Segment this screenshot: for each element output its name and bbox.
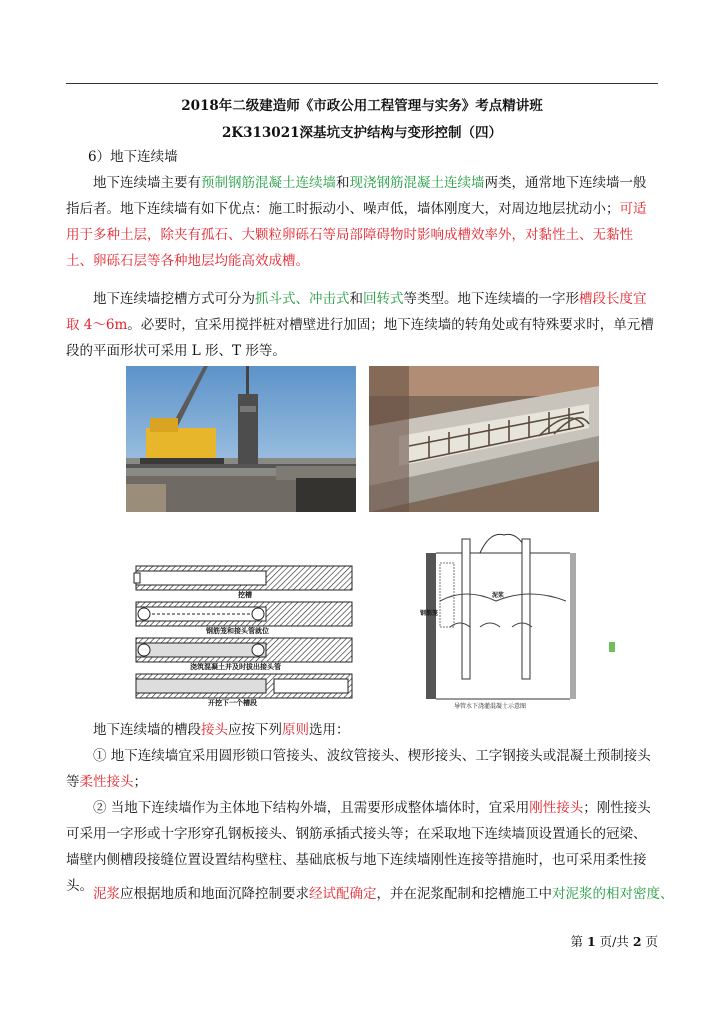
photo-reinforcement-cage bbox=[369, 366, 599, 512]
highlight-joint: 接头 bbox=[201, 722, 228, 738]
step-4-label: 开挖下一个槽段 bbox=[208, 699, 257, 707]
highlight-principle: 原则 bbox=[282, 722, 309, 738]
keyword-slurry-density: 对泥浆的相对密度、 bbox=[552, 886, 674, 902]
diagram-tremie-concreting bbox=[420, 527, 610, 711]
highlight-panel-length: 槽段长度宜取 4～6m bbox=[66, 291, 647, 333]
paragraph-4: ① 地下连续墙宜采用圆形锁口管接头、波纹管接头、楔形接头、工字钢接头或混凝土预制接头等柔性接头； bbox=[66, 748, 651, 790]
keyword-grab-impact: 抓斗式、冲击式 bbox=[255, 291, 350, 307]
diagram-construction-steps bbox=[134, 562, 354, 708]
keyword-cast-in-place-wall: 现浇钢筋混凝土连续墙 bbox=[349, 175, 485, 191]
highlight-applicability: 可适用于多种土层，除夹有孤石、大颗粒卵砾石等局部障碍物时影响成槽效率外，对黏性土、无黏性土、卵砾石层等各种地层均能高效成槽。 bbox=[66, 201, 647, 269]
step-2-label: 钢筋笼和接头管就位 bbox=[206, 627, 269, 635]
keyword-precast-wall: 预制钢筋混凝土连续墙 bbox=[201, 175, 336, 191]
header-rule bbox=[66, 83, 658, 84]
photo-trench-cutter bbox=[126, 366, 356, 512]
paragraph-1: 地下连续墙主要有预制钢筋混凝土连续墙和现浇钢筋混凝土连续墙两类，通常地下连续墙一般指后者。地下连续墙有如下优点：施工时振动小、噪声低，墙体刚度大，对周边地层扰动小；可适用于多种土层，除夹有孤石、大颗粒卵砾石等局部障碍物时影响成槽效率外，对黏性土、无黏性土、卵砾石层等各种地层均能高效成槽。 bbox=[66, 175, 647, 269]
document-title: 2018年二级建造师《市政公用工程管理与实务》考点精讲班 bbox=[181, 98, 543, 114]
diagram-label-slurry: 泥浆 bbox=[492, 592, 505, 599]
current-page: 1 bbox=[586, 934, 596, 949]
diagram-caption: 导管水下浇灌混凝土示意图 bbox=[454, 703, 527, 710]
section-heading: 6）地下连续墙 bbox=[88, 149, 178, 165]
highlight-rigid-joint: 刚性接头 bbox=[529, 800, 584, 816]
diagram-label-cage: 钢筋笼 bbox=[420, 610, 439, 617]
step-3-pour bbox=[136, 638, 352, 662]
page-number: 第 1 页/共 2 页 bbox=[570, 934, 658, 949]
step-1-trench bbox=[134, 566, 352, 590]
paragraph-2: 地下连续墙挖槽方式可分为抓斗式、冲击式和回转式等类型。地下连续墙的一字形槽段长度宜取 4～6m。必要时，宜采用搅拌桩对槽壁进行加固；地下连续墙的转角处或有特殊要求时，单元槽段的平面形状可采用 L 形、T 形等。 bbox=[66, 291, 654, 359]
total-pages: 2 bbox=[632, 934, 642, 949]
decorative-marker bbox=[609, 642, 615, 652]
step-4-next bbox=[136, 674, 352, 698]
document-subtitle: 2K313021深基坑支护结构与变形控制（四） bbox=[222, 125, 502, 141]
paragraph-5: ② 当地下连续墙作为主体地下结构外墙，且需要形成整体墙体时，宜采用刚性接头；刚性接头可采用一字形或十字形穿孔钢板接头、钢筋承插式接头等；在采取地下连续墙顶设置通长的冠梁、墙壁内侧槽段接缝位置设置结构壁柱、基础底板与地下连续墙刚性连接等措施时，也可采用柔性接头。 bbox=[66, 800, 651, 894]
highlight-trial-mix: 经试配确定 bbox=[309, 886, 377, 902]
paragraph-3: 地下连续墙的槽段接头应按下列原则选用： bbox=[93, 722, 350, 738]
step-3-label: 浇筑混凝土并及时拔出接头管 bbox=[190, 663, 281, 671]
step-2-cage bbox=[136, 602, 352, 626]
paragraph-6: 泥浆应根据地质和地面沉降控制要求经试配确定，并在泥浆配制和挖槽施工中对泥浆的相对密度、 bbox=[93, 886, 674, 902]
keyword-rotary: 回转式 bbox=[363, 291, 404, 307]
highlight-flexible-joint: 柔性接头 bbox=[79, 774, 134, 790]
highlight-slurry: 泥浆 bbox=[93, 886, 120, 902]
step-1-label: 挖槽 bbox=[238, 591, 252, 599]
